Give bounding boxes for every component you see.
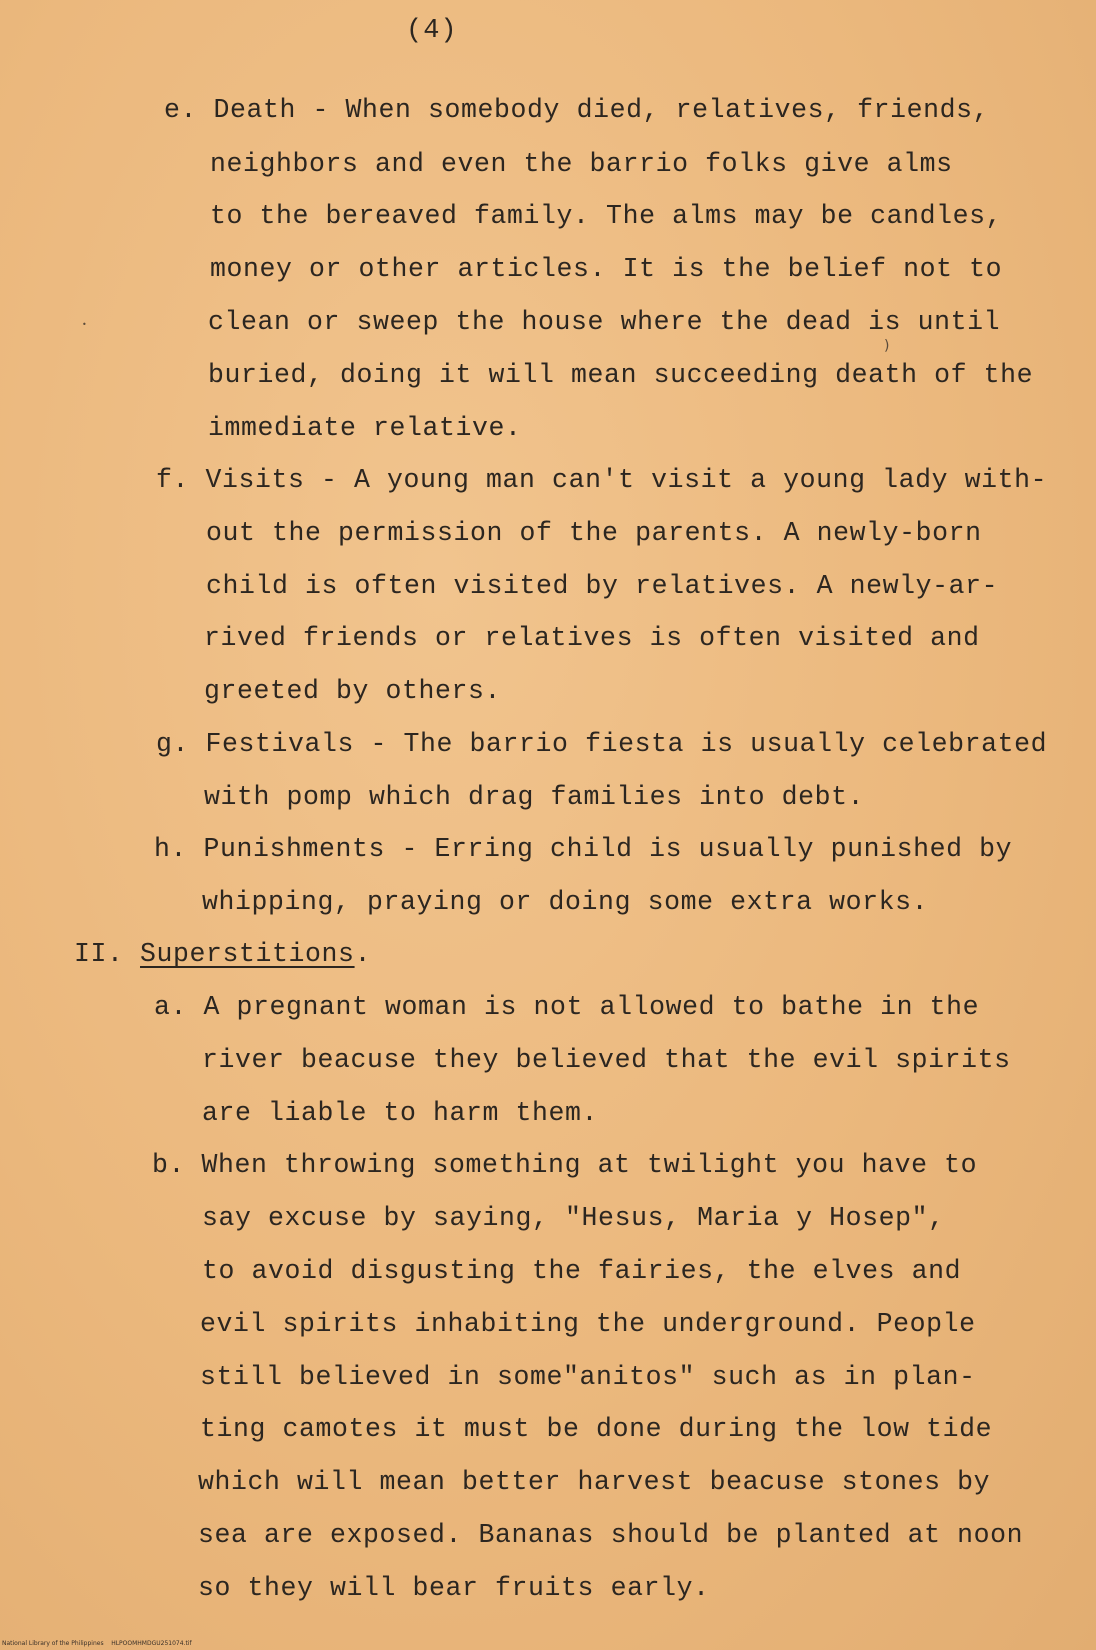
- section-numeral: II.: [74, 939, 141, 969]
- text-line: sea are exposed. Bananas should be planted at noon: [198, 1520, 1024, 1550]
- text-line: out the permission of the parents. A newly-born: [206, 518, 982, 548]
- text-line: f. Visits - A young man can't visit a young lady with-: [156, 465, 1048, 495]
- text-line: so they will bear fruits early.: [198, 1573, 710, 1603]
- text-line: are liable to harm them.: [202, 1098, 599, 1128]
- text-line: say excuse by saying, "Hesus, Maria y Hosep",: [202, 1203, 945, 1233]
- text-line: to avoid disgusting the fairies, the elves and: [202, 1256, 962, 1286]
- ink-speck: •: [82, 320, 87, 329]
- archive-footer: National Library of the Philippines HLPOOMHMDGU251074.tif: [2, 1640, 192, 1647]
- section-title: Superstitions: [140, 939, 355, 969]
- text-line: child is often visited by relatives. A newly-ar-: [206, 571, 999, 601]
- text-line: evil spirits inhabiting the underground. People: [200, 1309, 976, 1339]
- text-line: with pomp which drag families into debt.: [204, 782, 865, 812]
- text-line: river beacuse they believed that the evil spirits: [202, 1045, 1011, 1075]
- text-line: e. Death - When somebody died, relatives, friends,: [164, 95, 990, 125]
- section-period: .: [354, 939, 372, 969]
- page-number: (4): [406, 16, 458, 46]
- handwritten-mark: ): [884, 338, 890, 354]
- text-line: which will mean better harvest beacuse stones by: [198, 1467, 991, 1497]
- text-line: immediate relative.: [208, 413, 522, 443]
- text-line: neighbors and even the barrio folks give alms: [210, 149, 953, 179]
- text-line: greeted by others.: [204, 676, 502, 706]
- text-line: ting camotes it must be done during the low tide: [200, 1414, 993, 1444]
- text-line: still believed in some"anitos" such as in plan-: [200, 1362, 976, 1392]
- text-line: g. Festivals - The barrio fiesta is usually celebrated: [156, 729, 1048, 759]
- section-heading: [74, 941, 371, 968]
- text-line: buried, doing it will mean succeeding death of the: [208, 360, 1034, 390]
- text-line: rived friends or relatives is often visited and: [204, 623, 980, 653]
- text-line: clean or sweep the house where the dead is until: [208, 307, 1001, 337]
- text-line: h. Punishments - Erring child is usually punished by: [154, 834, 1013, 864]
- text-line: to the bereaved family. The alms may be candles,: [210, 201, 1003, 231]
- text-line: a. A pregnant woman is not allowed to bathe in the: [154, 992, 980, 1022]
- text-line: whipping, praying or doing some extra works.: [202, 887, 929, 917]
- text-line: money or other articles. It is the belief not to: [210, 254, 1003, 284]
- text-line: b. When throwing something at twilight you have to: [152, 1150, 978, 1180]
